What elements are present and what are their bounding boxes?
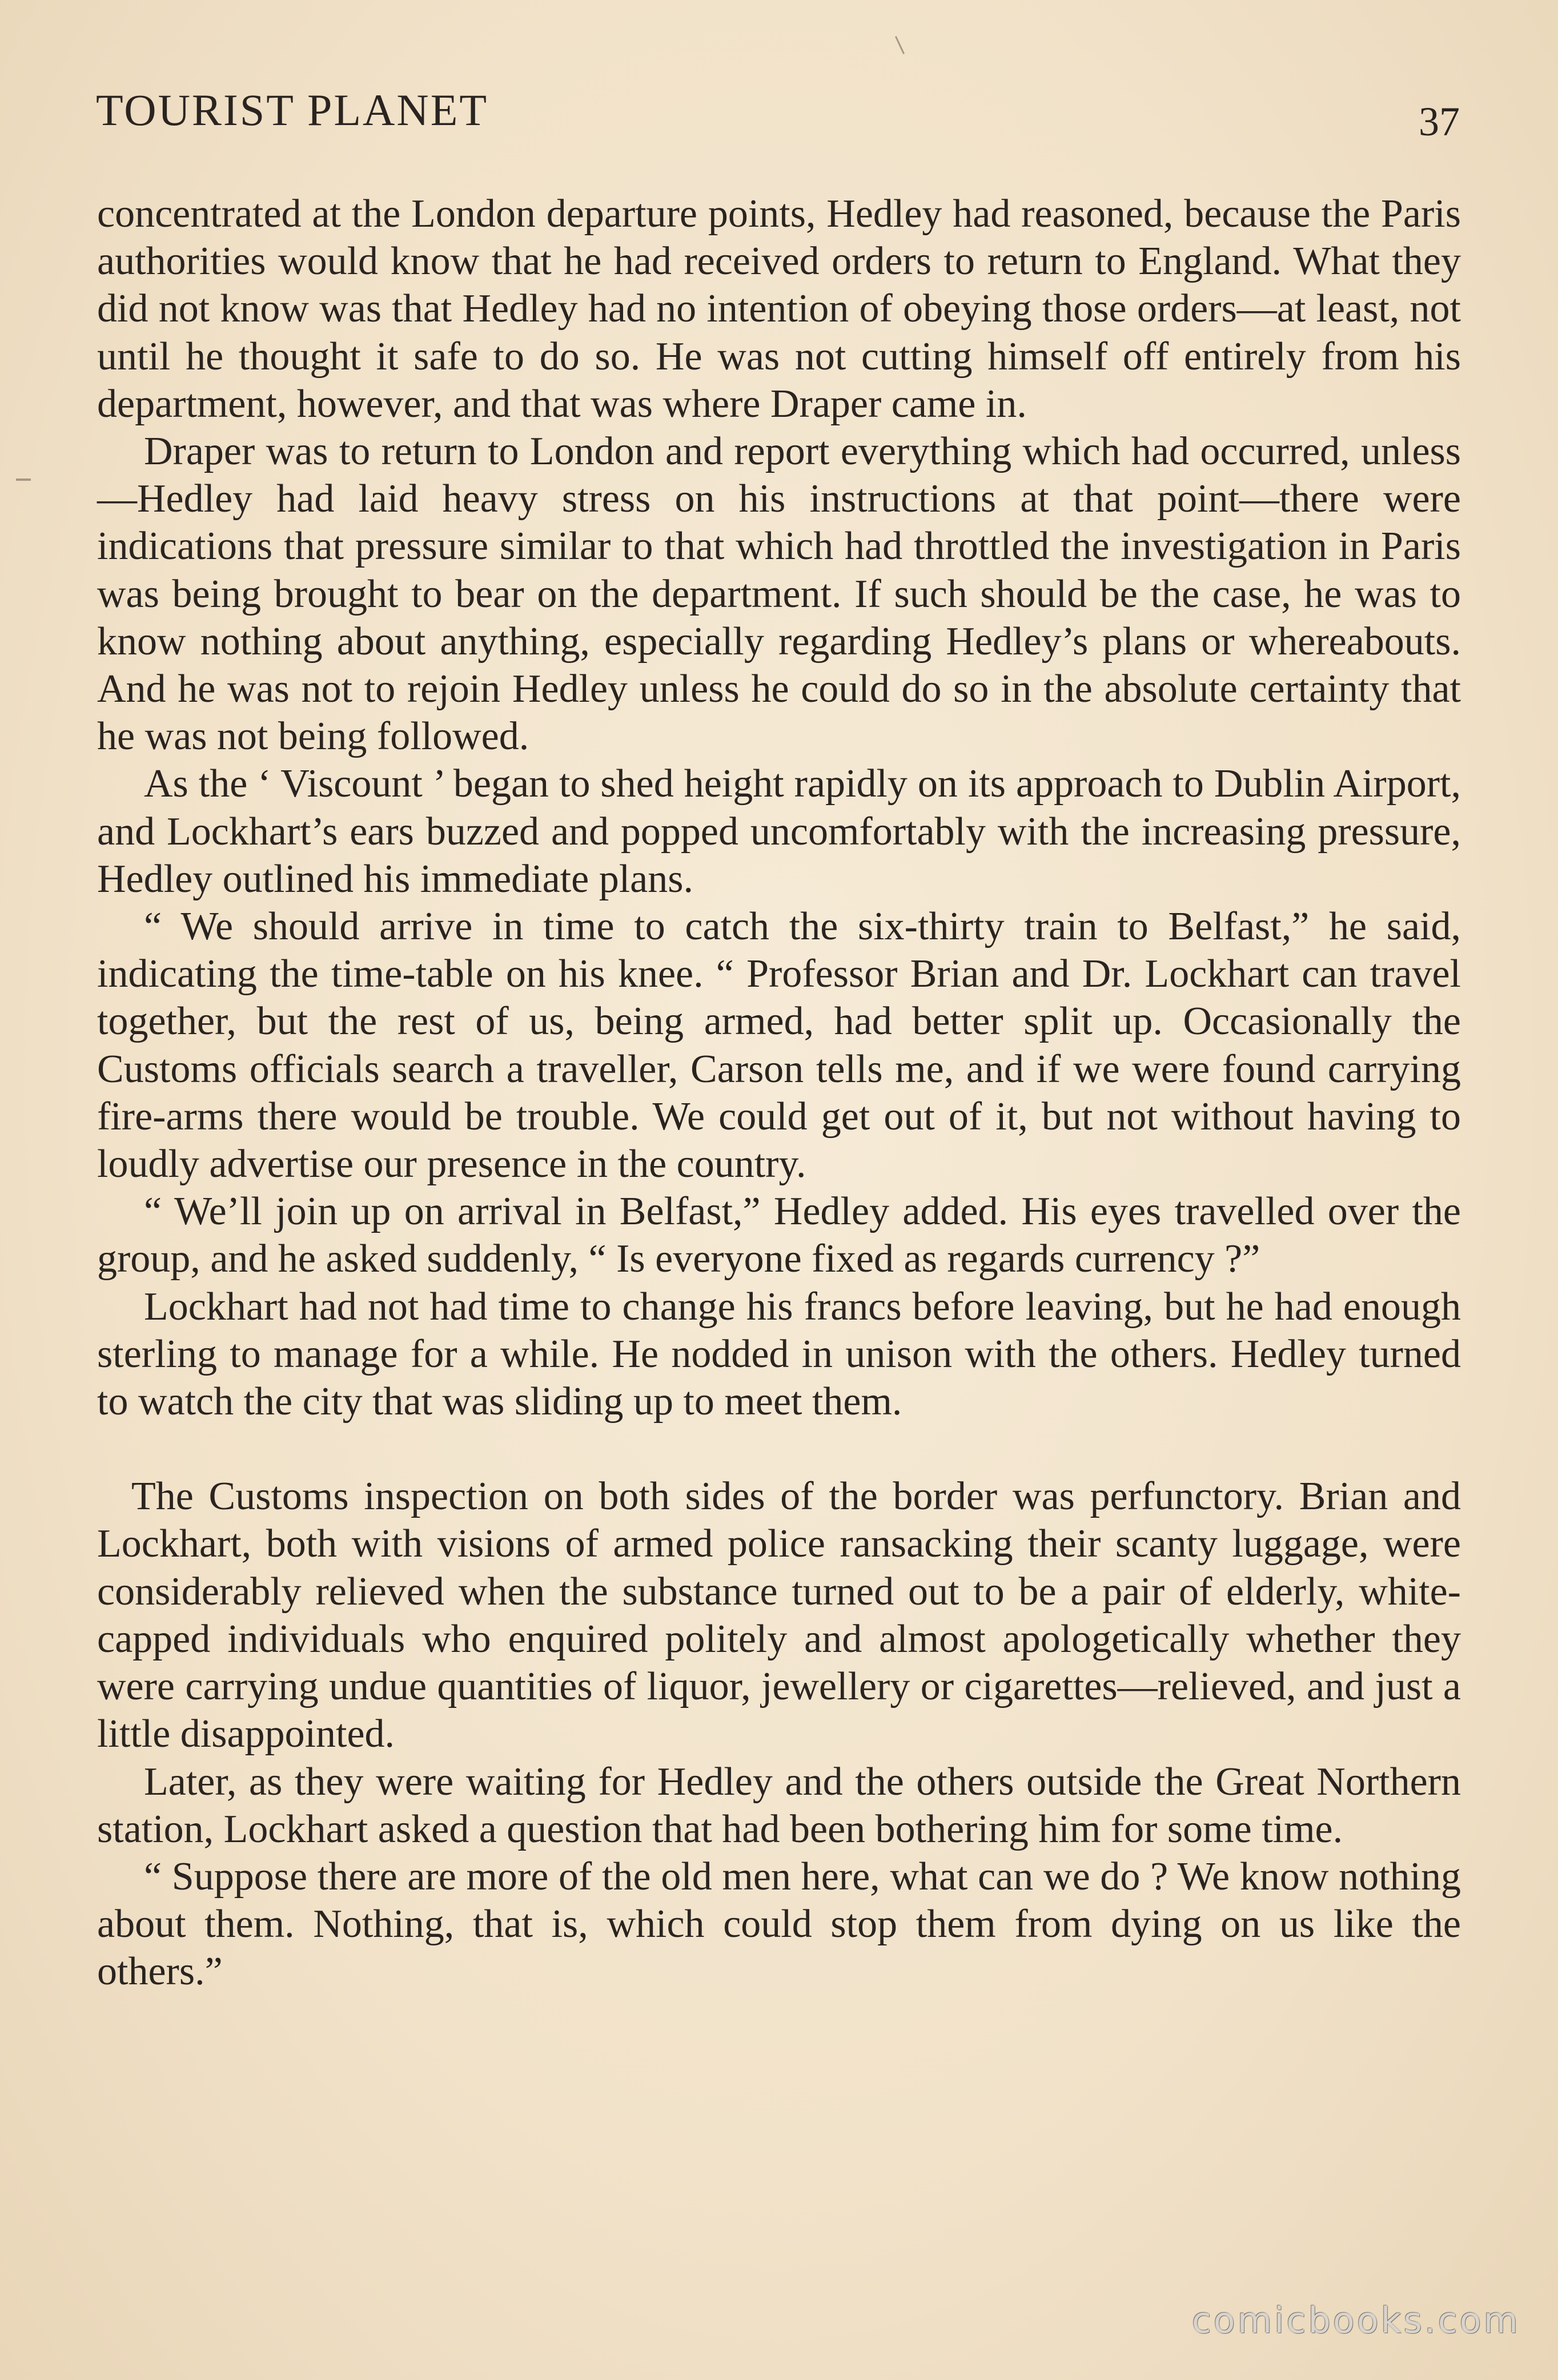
paragraph: Later, as they were waiting for Hedley and the others outside the Great Northern station, Lockhart asked a question that had been bothering him for some time. xyxy=(97,1759,1461,1851)
paragraph: Lockhart had not had time to change his francs before leaving, but he had enough sterling to manage for a while. He nodded in unison with the others. Hedley turned to watch the city that was sliding up to meet them. xyxy=(97,1284,1461,1424)
running-title: TOURIST PLANET xyxy=(96,85,488,135)
body-text xyxy=(97,190,1461,1996)
paragraph: The Customs inspection on both sides of the border was perfunctory. Brian and Lockhart, both with visions of armed police ransacking their scanty luggage, were considerably relieved when the substance turned out to be a pair of elderly, white-capped individuals who enquired politely and almost apologetically whether they were carrying undue quantities of liquor, jewellery or cigarettes—relieved, and just a little disappointed. xyxy=(97,1474,1461,1756)
paragraph: Draper was to return to London and report everything which had occurred, unless—Hedley had laid heavy stress on his instructions at that point—there were indications that pressure similar to that which had throttled the investigation in Paris was being brought to bear on the department. If such should be the case, he was to know nothing about anything, especially regarding Hedley’s plans or whereabouts. And he was not to rejoin Hedley unless he could do so in the absolute certainty that he was not being followed. xyxy=(97,429,1461,759)
page-number: 37 xyxy=(1419,99,1460,144)
watermark: comicbooks.com xyxy=(1191,2299,1520,2341)
paragraph: concentrated at the London departure points, Hedley had reasoned, because the Paris authorities would know that he had received orders to return to England. What they did not know was that Hedley had no intention of obeying those orders—at least, not until he thought it safe to do so. He was not cutting himself off entirely from his department, however, and that was where Draper came in. xyxy=(97,192,1461,426)
paragraph: As the ‘ Viscount ’ began to shed height rapidly on its approach to Dublin Airport, and Lockhart’s ears buzzed and popped uncomfortably with the increasing pressure, Hedley outlined his immediate plans. xyxy=(97,762,1461,901)
margin-mark xyxy=(895,36,905,54)
paragraph: “ We’ll join up on arrival in Belfast,” Hedley added. His eyes travelled over the group, and he asked suddenly, “ Is everyone fixed as regards currency ?” xyxy=(97,1189,1461,1281)
margin-mark xyxy=(16,479,31,481)
paragraph: “ Suppose there are more of the old men here, what can we do ? We know nothing about them. Nothing, that is, which could stop them from dying on us like the others.” xyxy=(97,1854,1461,1994)
paragraph: “ We should arrive in time to catch the six-thirty train to Belfast,” he said, indicating the time-table on his knee. “ Professor Brian and Dr. Lockhart can travel together, but the rest of us, being armed, had better split up. Occasionally the Customs officials search a traveller, Carson tells me, and if we were found carrying fire-arms there would be trouble. We could get out of it, but not without having to loudly advertise our presence in the country. xyxy=(97,904,1461,1187)
section-break xyxy=(97,1425,1461,1473)
